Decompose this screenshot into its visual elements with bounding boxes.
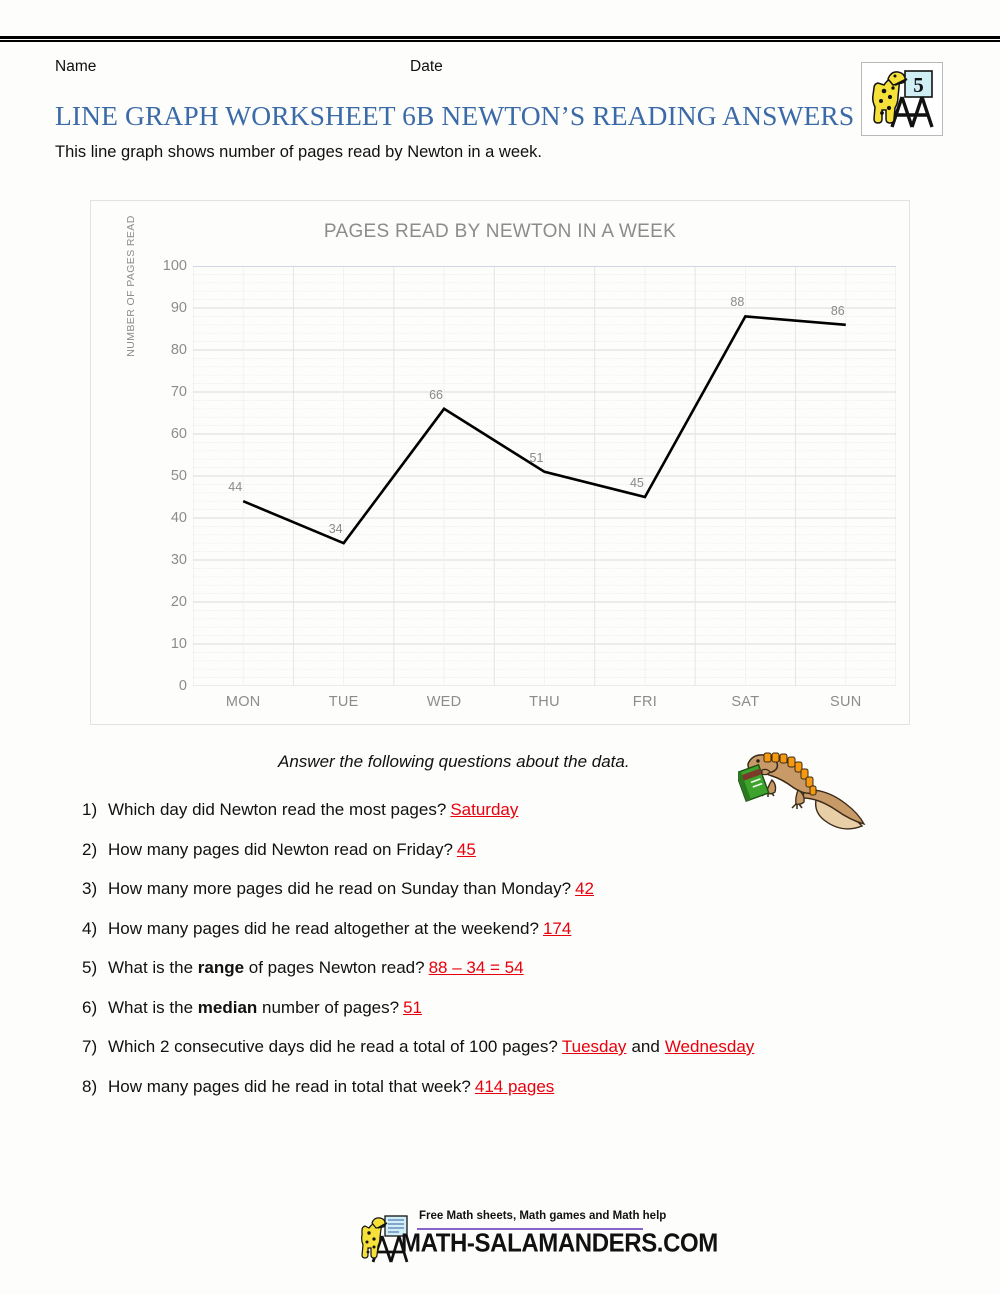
question-text: How many more pages did he read on Sunday than Monday? [108,879,572,898]
page-subtitle: This line graph shows number of pages read by Newton in a week. [55,143,543,161]
data-point-label: 88 [730,295,745,310]
question-keyword: range [197,958,245,977]
y-axis-tick-label: 100 [162,258,187,274]
question-number: 5) [82,958,98,977]
answer-conjunction: and [631,1037,660,1056]
footer-logo [355,1208,718,1270]
question-item [82,1077,932,1097]
instruction-text: Answer the following questions about the data. [278,752,630,771]
page-top-border [0,36,1000,42]
question-answer: 174 [542,918,572,938]
border-line-thick [0,36,1000,39]
y-axis-tick-label: 10 [170,636,187,652]
data-point-label: 51 [529,450,544,465]
grade-badge [861,62,943,136]
question-number: 8) [82,1076,98,1096]
question-item [82,879,932,899]
question-item [82,840,932,860]
data-point-label: 86 [830,303,845,318]
y-axis-tick-label: 60 [170,426,187,442]
question-number: 6) [82,997,98,1017]
y-axis-tick-label: 0 [178,678,187,694]
question-item [82,998,932,1018]
question-answer: 414 pages [474,1076,555,1096]
x-axis-tick-label: WED [426,694,462,710]
question-answer: 88 – 34 = 54 [428,958,524,977]
x-axis-tick-label: SUN [830,694,862,710]
question-answer: 51 [403,997,422,1017]
footer-tagline: Free Math sheets, Math games and Math help [419,1210,667,1222]
question-answer: Saturday [450,800,519,819]
question-number: 2) [82,839,98,859]
question-answer-secondary: Wednesday [664,1037,755,1056]
name-label: Name [55,58,97,75]
question-item [82,800,932,820]
data-point-label: 34 [328,522,343,537]
y-axis-tick-label: 40 [170,510,187,526]
y-axis-tick-label: 80 [170,342,187,358]
question-text: Which 2 consecutive days did he read a total of 100 pages? [108,1037,558,1056]
svg-text:5: 5 [913,73,924,97]
question-number: 1) [82,800,98,819]
question-text: How many pages did he read altogether at the weekend? [108,918,539,938]
question-item [82,1037,932,1057]
date-label: Date [410,58,443,75]
y-axis-tick-label: 90 [170,300,187,316]
question-answer: Tuesday [561,1037,627,1056]
y-axis-ticks [143,258,187,694]
question-item [82,919,932,939]
plot-area [193,266,896,686]
y-axis-tick-label: 50 [170,468,187,484]
border-line-thin [0,40,1000,42]
x-axis-tick-label: SAT [731,694,760,710]
chart-title: PAGES READ BY NEWTON IN A WEEK [323,221,677,242]
y-axis-tick-label: 70 [170,384,187,400]
footer-site-name: MATH-SALAMANDERS.COM [401,1229,718,1258]
question-keyword: median [197,997,258,1017]
data-point-label: 66 [429,387,444,402]
question-text: How many pages did Newton read on Friday? [108,839,453,859]
x-axis-ticks [193,694,896,718]
giraffe-easel-icon [862,63,942,135]
question-number: 4) [82,918,98,938]
question-item [82,958,932,978]
line-chart [90,200,910,725]
question-answer: 45 [456,839,476,859]
x-axis-tick-label: THU [529,694,560,710]
x-axis-tick-label: FRI [632,694,658,710]
question-text: What is the range of pages Newton read? [108,958,425,977]
question-number: 7) [82,1037,98,1056]
question-number: 3) [82,879,98,898]
questions-list [82,800,932,1116]
x-axis-tick-label: TUE [328,694,359,710]
data-point-label: 44 [228,480,243,495]
y-axis-tick-label: 20 [170,594,187,610]
question-text: What is the median number of pages? [108,997,400,1017]
y-axis-title: NUMBER OF PAGES READ [125,215,137,357]
data-point-label: 45 [629,476,644,490]
question-answer: 42 [575,879,594,898]
chart-svg [193,266,896,686]
question-text: How many pages did he read in total that week? [108,1076,471,1096]
page-title: LINE GRAPH WORKSHEET 6B NEWTON’S READING ANSWERS [55,100,855,131]
question-text: Which day did Newton read the most pages? [108,800,447,819]
y-axis-tick-label: 30 [170,552,187,568]
x-axis-tick-label: MON [225,694,261,710]
